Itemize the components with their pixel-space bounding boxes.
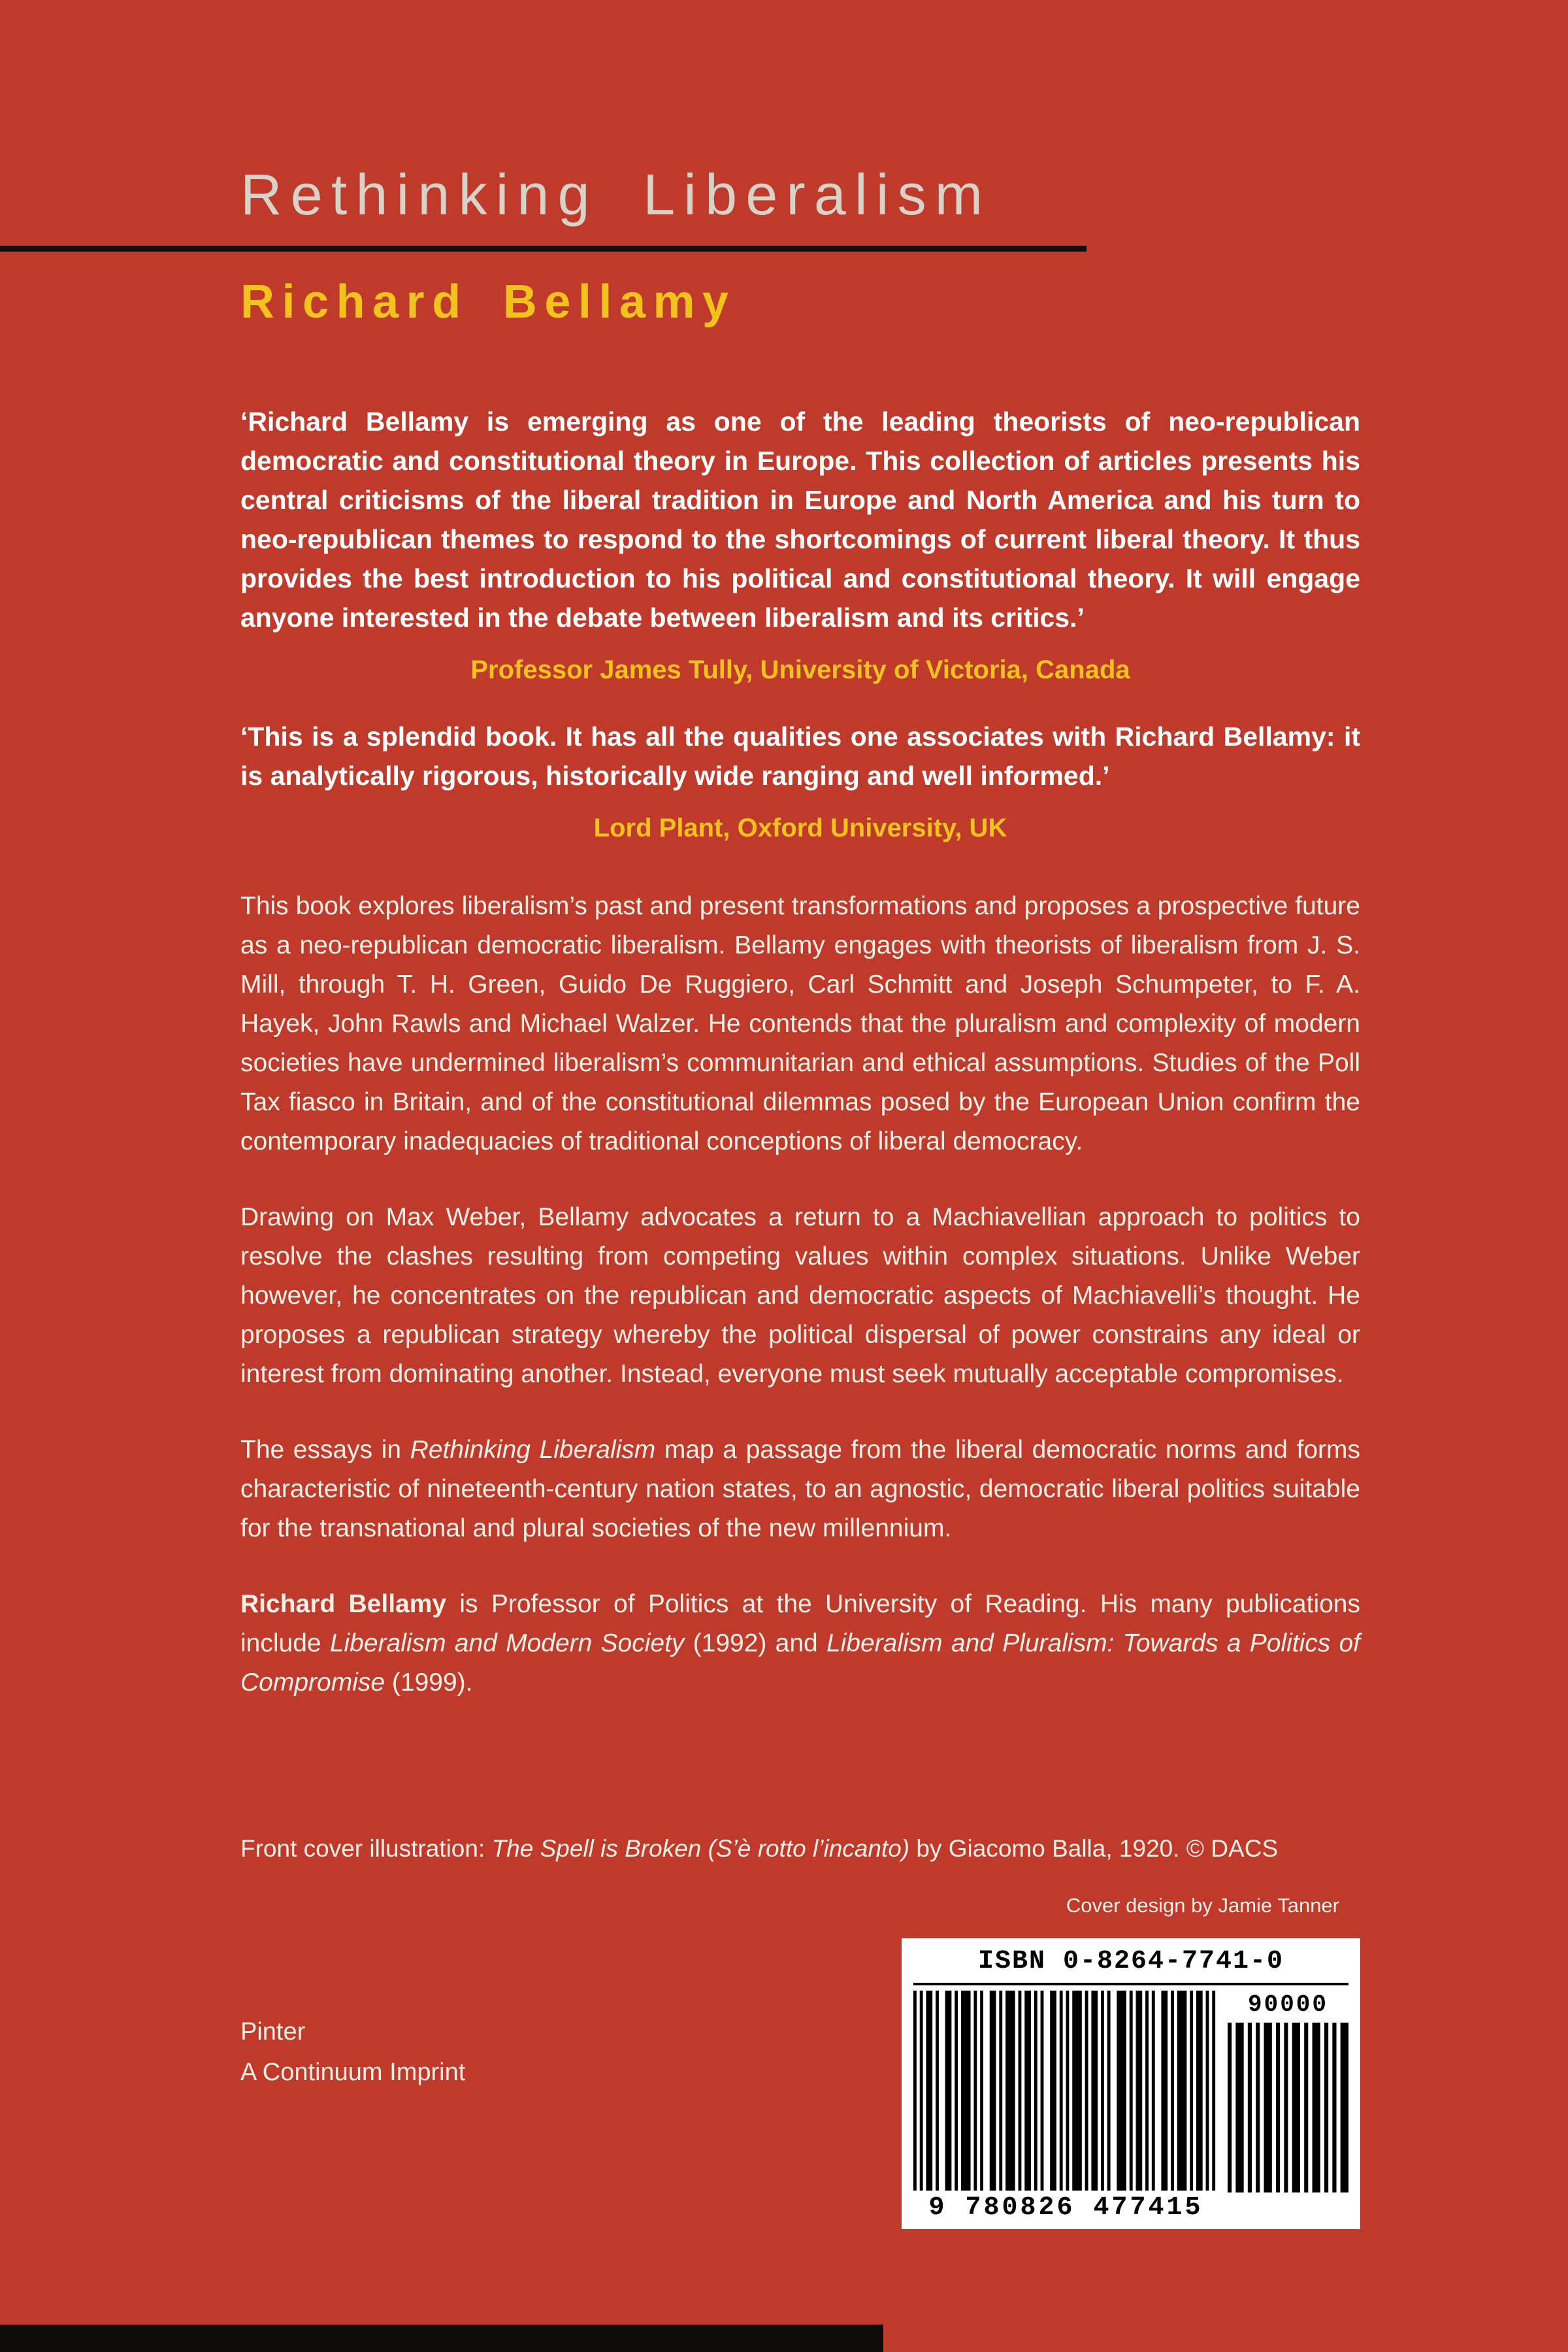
author-bio-paragraph: Richard Bellamy is Professor of Politics at the University of Reading. His many publications include Liberalism and Modern Society (1992) and Liberalism and Pluralism: Towards a Politics of Compromise (1999). — [240, 1589, 1361, 1697]
price-addon-code: 90000 — [1247, 1991, 1329, 2018]
barcode-main-symbol — [913, 1991, 1218, 2223]
cover-design-credit: Cover design by Jamie Tanner — [1066, 1894, 1339, 1917]
isbn-label: ISBN 0-8264-7741-0 — [977, 1947, 1284, 1976]
barcode-row — [913, 1991, 1348, 2223]
publisher-imprint: A Continuum Imprint — [240, 2059, 466, 2086]
cover-illustration-credit: Front cover illustration: The Spell is Broken (S’è rotto l’incanto) by Giacomo Balla, 1920. © DACS — [240, 1834, 1279, 1862]
synopsis-paragraph-1: This book explores liberalism’s past and present transformations and proposes a prospective future as a neo-republican democratic liberalism. Bellamy engages with theorists of liberalism from J. S. Mill, through T. H. Green, Guido De Ruggiero, Carl Schmitt and Joseph Schumpeter, to F. A. Hayek, John Rawls and Michael Walzer. He contends that the pluralism and complexity of modern societies have undermined liberalism’s communitarian and ethical assumptions. Studies of the Poll Tax fiasco in Britain, and of the constitutional dilemmas posed by the European Union confirm the contemporary inadequacies of traditional conceptions of liberal democracy. — [240, 891, 1360, 1155]
publisher-block — [240, 2012, 465, 2093]
ean-number: 9 780826 477415 — [928, 2193, 1203, 2223]
endorsement-attribution-2: Lord Plant, Oxford University, UK — [593, 813, 1007, 842]
bottom-black-strip — [0, 2325, 883, 2352]
endorsement-attribution-1: Professor James Tully, University of Victoria, Canada — [470, 655, 1130, 684]
book-title: Rethinking Liberalism — [240, 162, 992, 227]
book-author: Richard Bellamy — [240, 276, 736, 329]
synopsis-paragraph-2: Drawing on Max Weber, Bellamy advocates a return to a Machiavellian approach to politics to resolve the clashes resulting from competing values within complex situations. Unlike Weber however, he concentrates on the republican and democratic aspects of Machiavelli’s thought. He proposes a republican strategy whereby the political dispersal of power constrains any ideal or interest from dominating another. Instead, everyone must seek mutually acceptable compromises. — [240, 1202, 1360, 1388]
barcode-addon-symbol — [1228, 1991, 1348, 2223]
publisher-name: Pinter — [240, 2018, 306, 2046]
synopsis-paragraph-3: The essays in Rethinking Liberalism map a passage from the liberal democratic norms and forms characteristic of nineteenth-century nation states, to an agnostic, democratic liberal politics suitable for the transnational and plural societies of the new millennium. — [240, 1435, 1361, 1542]
barcode-divider-rule — [913, 1983, 1348, 1985]
barcode-panel — [902, 1938, 1360, 2229]
endorsement-quote-2: ‘This is a splendid book. It has all the qualities one associates with Richard Bellamy: it is analytically rigorous, historically wide ranging and well informed.’ — [240, 721, 1360, 791]
title-underline-rule — [0, 246, 1086, 252]
barcode-addon-bars-icon — [1228, 2023, 1348, 2193]
barcode-bars-icon — [913, 1991, 1218, 2191]
endorsement-quote-1: ‘Richard Bellamy is emerging as one of the leading theorists of neo-republican democratic and constitutional theory in Europe. This collection of articles presents his central criticisms of the liberal tradition in Europe and North America and his turn to neo-republican themes to respond to the shortcomings of current liberal theory. It thus provides the best introduction to his political and constitutional theory. It will engage anyone interested in the debate between liberalism and its critics.’ — [240, 406, 1360, 633]
